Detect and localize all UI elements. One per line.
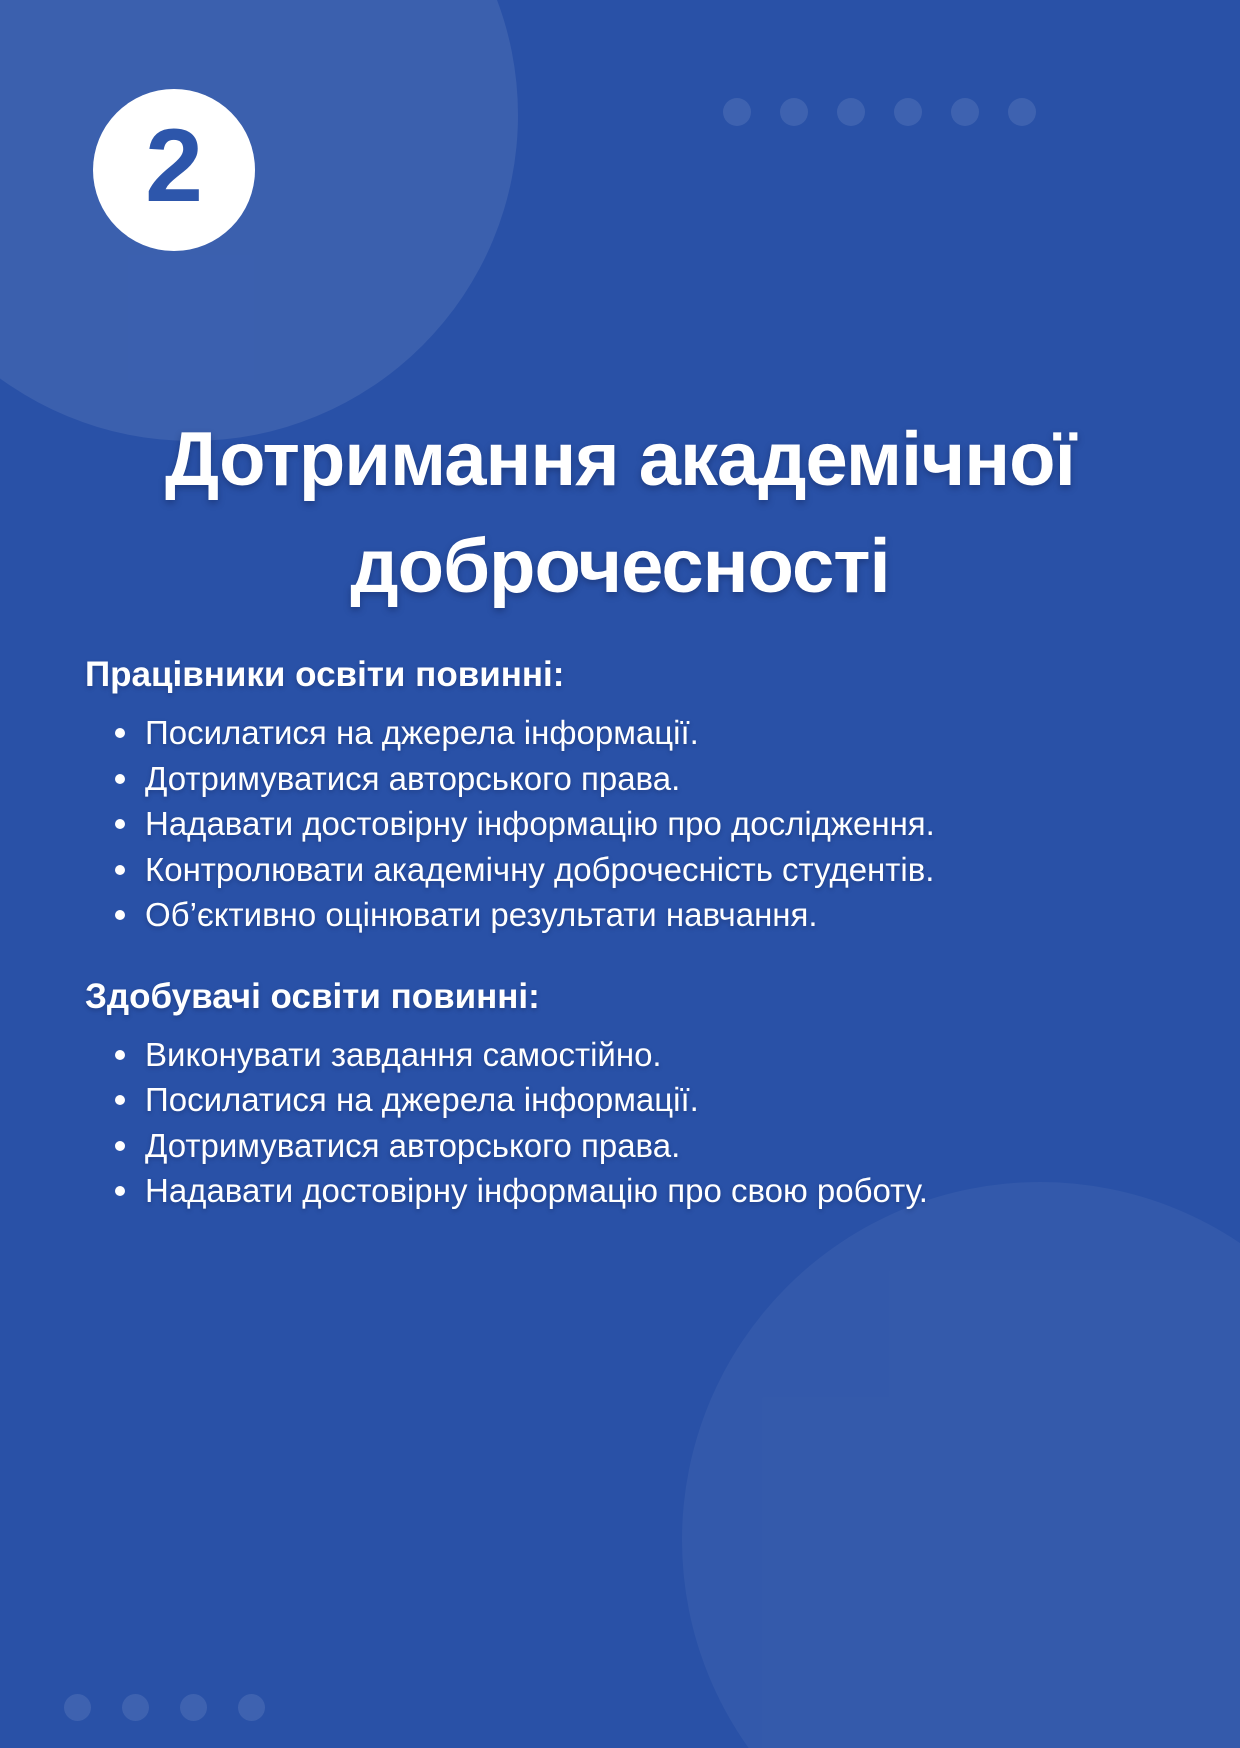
content xyxy=(85,652,1185,1250)
section-educators-heading: Працівники освіти повинні: xyxy=(85,655,565,694)
decorative-dot xyxy=(64,1694,91,1721)
decorative-dot xyxy=(180,1694,207,1721)
decorative-dot xyxy=(951,98,979,126)
decorative-dot xyxy=(122,1694,149,1721)
dot-row-bottom xyxy=(64,1694,265,1721)
decorative-dot xyxy=(1008,98,1036,126)
decorative-dot xyxy=(894,98,922,126)
list-item: Дотримуватися авторського права. xyxy=(85,1123,1185,1169)
decorative-circle-bottom-right xyxy=(682,1182,1240,1748)
decorative-dot xyxy=(238,1694,265,1721)
section-students-heading: Здобувачі освіти повинні: xyxy=(85,976,540,1016)
list-item: Об’єктивно оцінювати результати навчання. xyxy=(85,892,1185,938)
section-students xyxy=(85,974,1185,1214)
page-number-badge xyxy=(93,89,255,251)
list-item: Посилатися на джерела інформації. xyxy=(85,1077,1185,1123)
list-item: Надавати достовірну інформацію про свою роботу. xyxy=(85,1168,1185,1214)
section-educators xyxy=(85,652,1185,938)
list-item: Контролювати академічну доброчесність студентів. xyxy=(85,847,1185,893)
list-item: Посилатися на джерела інформації. xyxy=(85,710,1185,756)
page-number: 2 xyxy=(145,108,203,224)
section-educators-list xyxy=(85,710,1185,938)
decorative-dot xyxy=(780,98,808,126)
list-item: Надавати достовірну інформацію про дослідження. xyxy=(85,801,1185,847)
list-item: Виконувати завдання самостійно. xyxy=(85,1032,1185,1078)
page-title xyxy=(0,406,1240,620)
title-line-1: Дотримання академічної xyxy=(165,417,1075,502)
decorative-dot xyxy=(837,98,865,126)
title-line-2: доброчесності xyxy=(350,524,890,609)
decorative-dot xyxy=(723,98,751,126)
list-item: Дотримуватися авторського права. xyxy=(85,756,1185,802)
section-students-list xyxy=(85,1032,1185,1214)
dot-row-top xyxy=(723,98,1036,126)
decorative-circle-top-left xyxy=(0,0,518,441)
